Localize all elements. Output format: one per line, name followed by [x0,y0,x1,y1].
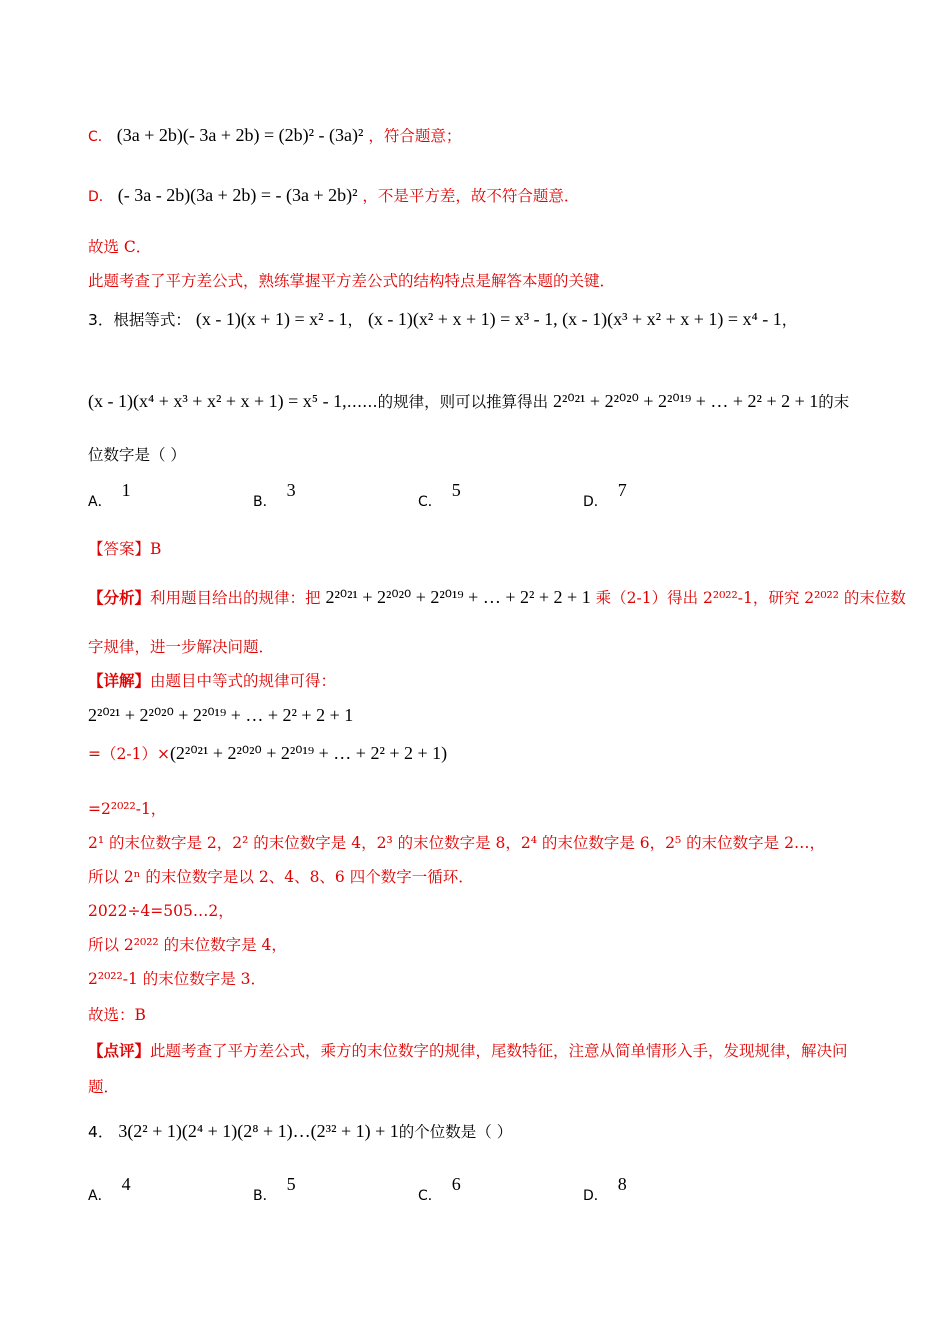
q3-step7: 所以 2²⁰²² 的末位数字是 4， [88,936,287,954]
option-value: 5 [286,1174,296,1194]
formula: (- 3a - 2b)(3a + 2b) = - (3a + 2b)² [117,185,358,205]
option-value: 4 [121,1174,131,1194]
option-value: 6 [451,1174,461,1194]
analysis-text: 乘（2-1）得出 2²⁰²²-1，研究 2²⁰²² 的末位数 [595,589,906,607]
q3-detail-intro [88,670,336,692]
q2-option-c [88,124,461,148]
formula: 2²⁰²¹ + 2²⁰²⁰ + 2²⁰¹⁹ + … + 2² + 2 + 1 [553,391,819,411]
formula: (x - 1)(x + 1) = x² - 1 [195,309,348,329]
stem-text: 的个位数是（ ） [398,1123,513,1141]
option-label: B． [253,1188,277,1204]
q3-step6: 2022÷4=505…2， [88,902,234,920]
option-note: ，符合题意； [368,127,462,145]
q3-step3: =2²⁰²²-1， [88,800,167,818]
option-label: D． [583,1188,608,1204]
q3-option-d[interactable] [583,480,627,511]
q2-option-d [88,184,579,208]
section-tag: 【分析】 [88,588,151,607]
option-value: 8 [617,1174,627,1194]
option-label: C． [88,129,112,145]
q3-choose: 故选：B [88,1006,146,1024]
q3-answer: 【答案】B [88,540,162,558]
q3-step8: 2²⁰²²-1 的末位数字是 3． [88,970,267,988]
formula: (2²⁰²¹ + 2²⁰²⁰ + 2²⁰¹⁹ + … + 2² + 2 + 1) [169,743,448,763]
analysis-text: 利用题目给出的规律：把 [150,589,321,607]
formula: (x - 1)(x² + x + 1) = x³ - 1, (x - 1)(x³ + x² + x + 1) = x⁴ - 1 [367,309,782,329]
option-label: C． [418,1188,442,1204]
stem-text: 根据等式： [113,311,191,329]
option-value: 5 [451,480,461,500]
q3-option-b[interactable] [253,480,296,511]
option-label: D． [583,494,608,510]
question-number: 3． [88,311,114,329]
q3-comment-line2: 题． [88,1078,120,1096]
option-label: B． [253,494,277,510]
section-tag: 【详解】 [88,671,151,690]
q4-option-a[interactable] [88,1174,131,1205]
option-value: 1 [121,480,131,500]
q4-stem [88,1120,512,1143]
option-label: D． [88,189,113,205]
detail-text: 由题目中等式的规律可得： [150,672,337,690]
formula: 2²⁰²¹ + 2²⁰²⁰ + 2²⁰¹⁹ + … + 2² + 2 + 1 [88,705,354,725]
q4-option-b[interactable] [253,1174,296,1205]
q3-step2 [88,742,447,765]
option-value: 3 [286,480,296,500]
option-note: ，不是平方差，故不符合题意． [362,187,580,205]
question-number: 4． [88,1123,114,1141]
q3-analysis-line1 [88,586,906,609]
option-label: A． [88,1188,112,1204]
stem-text: 的规律，则可以推算得出 [377,393,549,411]
stem-text: 的末 [818,393,850,411]
q3-option-a[interactable] [88,480,131,511]
q3-comment-line1 [88,1040,848,1062]
section-tag: 【点评】 [88,1041,151,1060]
comment-text: 此题考查了平方差公式，乘方的末位数字的规律，尾数特征，注意从简单情形入手，发现规律，解决问 [150,1042,848,1060]
q4-option-d[interactable] [583,1174,627,1205]
q3-stem-line2 [88,390,849,413]
formula: (3a + 2b)(- 3a + 2b) = (2b)² - (3a)² [116,125,364,145]
option-label: A． [88,494,112,510]
q2-choose: 故选 C． [88,238,152,256]
q3-analysis-line2: 字规律，进一步解决问题． [88,638,275,656]
step-prefix: =（2-1）× [88,745,170,763]
q2-summary: 此题考查了平方差公式，熟练掌握平方差公式的结构特点是解答本题的关键． [88,272,616,290]
q3-step4: 2¹ 的末位数字是 2，2² 的末位数字是 4，2³ 的末位数字是 8，2⁴ 的末位数字是 6，2⁵ 的末位数字是 2…， [88,834,825,852]
q3-step5: 所以 2ⁿ 的末位数字是以 2、4、8、6 四个数字一循环． [88,868,474,886]
q4-option-c[interactable] [418,1174,461,1205]
q3-option-c[interactable] [418,480,461,511]
q3-step1 [88,704,353,727]
formula: 2²⁰²¹ + 2²⁰²⁰ + 2²⁰¹⁹ + … + 2² + 2 + 1 [325,587,591,607]
option-value: 7 [617,480,627,500]
formula: (x - 1)(x⁴ + x³ + x² + x + 1) = x⁵ - 1, [88,391,347,411]
q3-stem-line3: 位数字是（ ） [88,446,186,464]
q3-stem-line1: 3．根据等式： (x - 1)(x + 1) = x² - 1， (x - 1)(x² + x + 1) = x³ - 1, (x - 1)(x³ + x² + x + 1) = x⁴ - 1， [88,309,798,329]
ellipsis: …… [346,393,378,411]
option-label: C． [418,494,442,510]
formula: 3(2² + 1)(2⁴ + 1)(2⁸ + 1)…(2³² + 1) + 1 [118,1121,399,1141]
